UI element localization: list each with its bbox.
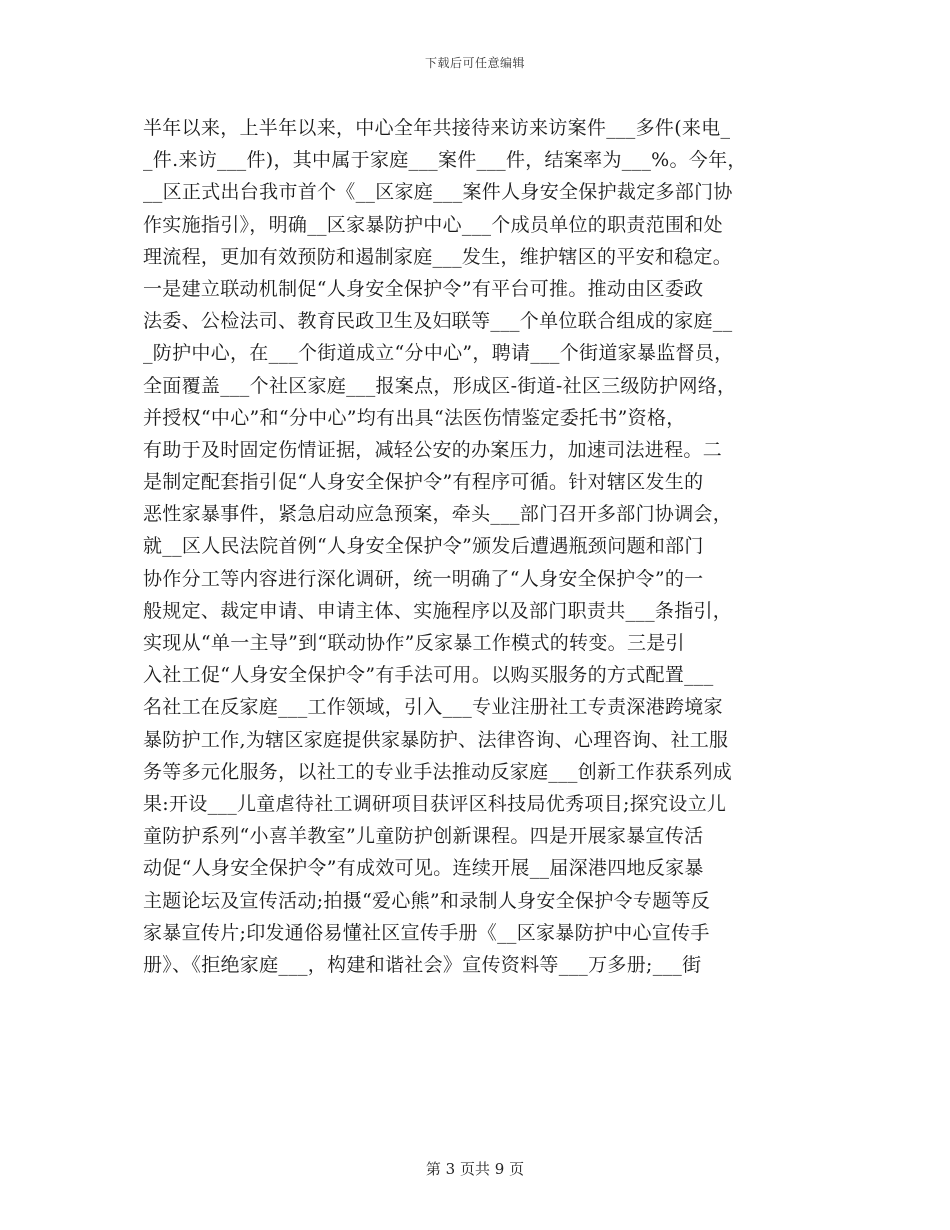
text-line: 作实施指引》，明确__区家暴防护中心___个成员单位的职责范围和处 bbox=[143, 213, 723, 236]
text-line: 暴防护工作,为辖区家庭提供家暴防护、法律咨询、心理咨询、社工服 bbox=[143, 728, 729, 751]
text-line: 有助于及时固定伤情证据，减轻公安的办案压力，加速司法进程。二 bbox=[143, 438, 723, 461]
page-header-note: 下载后可任意编辑 bbox=[424, 56, 525, 70]
page-number: 第 3 页共 9 页 bbox=[425, 1160, 525, 1178]
text-line: 一是建立联动机制促“人身安全保护令”有平台可推。推动由区委政 bbox=[143, 277, 704, 300]
text-line: 就__区人民法院首例“人身安全保护令”颁发后遭遇瓶颈问题和部门 bbox=[143, 535, 704, 558]
text-line: 家暴宣传片;印发通俗易懂社区宣传手册《__区家暴防护中心宣传手 bbox=[143, 921, 710, 944]
text-line: 理流程，更加有效预防和遏制家庭___发生，维护辖区的平安和稳定。 bbox=[143, 245, 733, 268]
document-body bbox=[143, 112, 809, 981]
text-line: 入社工促“人身安全保护令”有手法可用。以购买服务的方式配置___ bbox=[143, 664, 714, 687]
text-line: 法委、公检法司、教育民政卫生及妇联等___个单位联合组成的家庭__ bbox=[143, 310, 733, 333]
text-line: 般规定、裁定申请、申请主体、实施程序以及部门职责共___条指引， bbox=[143, 599, 733, 622]
text-line: 并授权“中心”和“分中心”均有出具“法医伤情鉴定委托书”资格， bbox=[143, 406, 686, 429]
text-line: 名社工在反家庭___工作领域，引入___专业注册社工专责深港跨境家 bbox=[143, 696, 723, 719]
text-line: 果:开设___儿童虐待社工调研项目获评区科技局优秀项目;探究设立儿 bbox=[143, 792, 727, 815]
text-line: 协作分工等内容进行深化调研，统一明确了“人身安全保护令”的一 bbox=[143, 567, 704, 590]
text-line: 册》、《拒绝家庭___，构建和谐社会》宣传资料等___万多册;___街 bbox=[143, 953, 702, 976]
text-line: 实现从“单一主导”到“联动协作”反家暴工作模式的转变。三是引 bbox=[143, 632, 685, 654]
text-line: _防护中心，在___个街道成立“分中心”，聘请___个街道家暴监督员， bbox=[143, 342, 734, 365]
text-line: 半年以来，上半年以来，中心全年共接待来访来访案件___多件(来电_ bbox=[143, 117, 731, 139]
text-line: 恶性家暴事件，紧急启动应急预案，牵头___部门召开多部门协调会， bbox=[143, 503, 733, 526]
text-line: 务等多元化服务，以社工的专业手法推动反家庭___创新工作获系列成 bbox=[143, 760, 733, 783]
text-line: 主题论坛及宣传活动;拍摄“爱心熊”和录制人身安全保护令专题等反 bbox=[143, 889, 711, 912]
text-line: 动促“人身安全保护令”有成效可见。连续开展__届深港四地反家暴 bbox=[143, 857, 704, 880]
text-line: 童防护系列“小喜羊教室”儿童防护创新课程。四是开展家暴宣传活 bbox=[143, 825, 704, 848]
text-line: __区正式出台我市首个《__区家庭___案件人身安全保护裁定多部门协 bbox=[143, 181, 733, 204]
text-line: 全面覆盖___个社区家庭___报案点，形成区-街道-社区三级防护网络， bbox=[143, 374, 737, 397]
text-line: 是制定配套指引促“人身安全保护令”有程序可循。针对辖区发生的 bbox=[143, 471, 704, 494]
text-line: _件.来访___件)，其中属于家庭___案件___件，结案率为___%。今年， bbox=[143, 149, 747, 172]
